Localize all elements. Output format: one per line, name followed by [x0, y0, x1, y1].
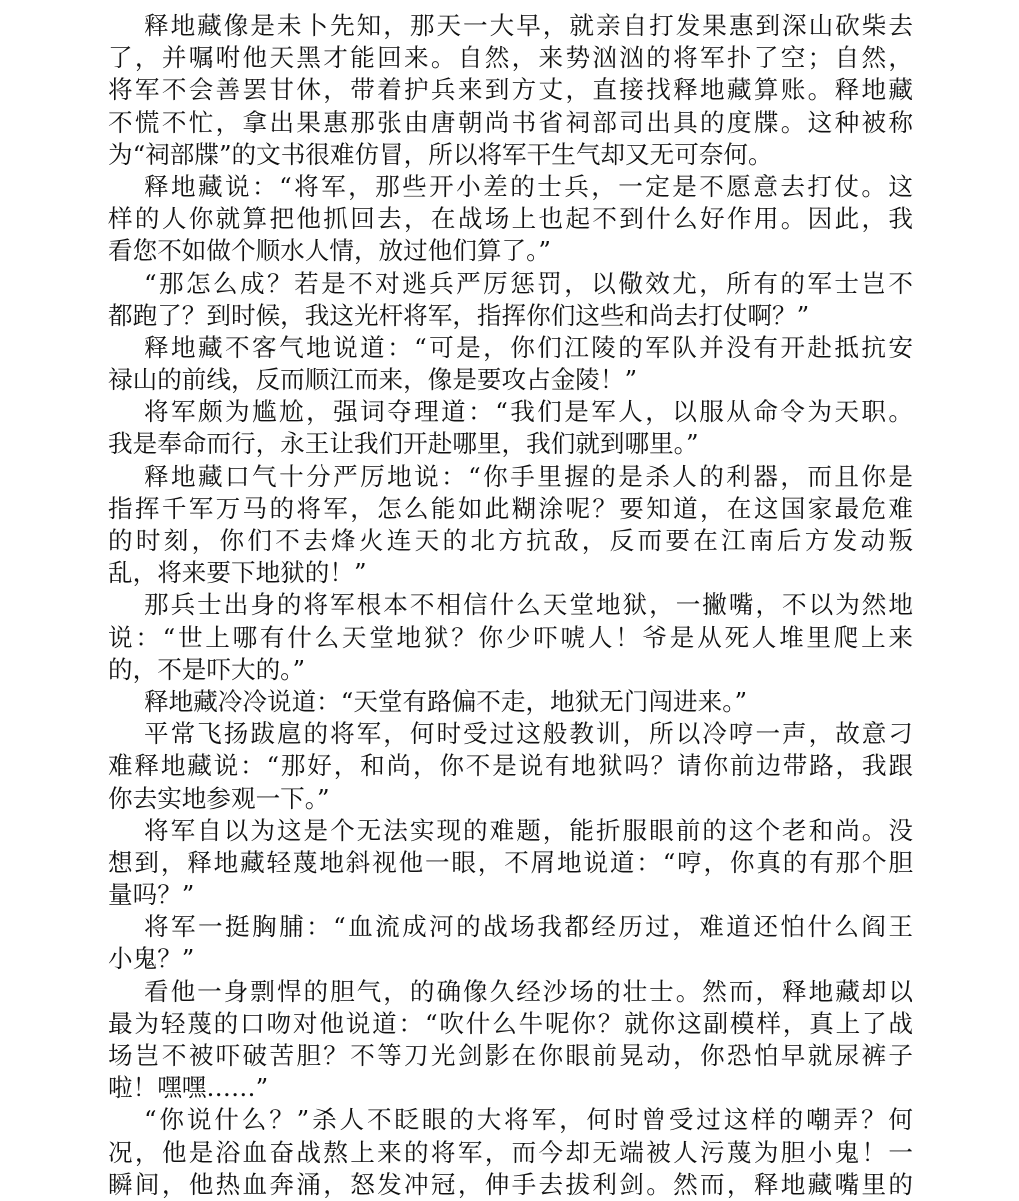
body-text	[108, 10, 913, 1201]
text-line: 为“祠部牒”的文书很难仿冒，所以将军干生气却又无可奈何。	[108, 139, 773, 169]
text-line: 场岂不被吓破苦胆？不等刀光剑影在你眼前晃动，你恐怕早就尿裤子	[108, 1041, 913, 1070]
text-line: 将军不会善罢甘休，带着护兵来到方丈，直接找释地藏算账。释地藏	[108, 75, 913, 105]
text-line: 瞬间，他热血奔涌，怒发冲冠，伸手去拔利剑。然而，释地藏嘴里的	[108, 1169, 913, 1199]
text-line: 的，不是吓大的。”	[108, 654, 306, 684]
text-line: 释地藏冷冷说道：“天堂有路偏不走，地狱无门闯进来。”	[144, 686, 748, 716]
text-line: 释地藏口气十分严厉地说：“你手里握的是杀人的利器，而且你是	[144, 461, 913, 491]
text-line: 平常飞扬跋扈的将军，何时受过这般教训，所以冷哼一声，故意刁	[144, 719, 913, 749]
text-line: 看您不如做个顺水人情，放过他们算了。”	[108, 236, 551, 266]
text-line: 难释地藏说：“那好，和尚，你不是说有地狱吗？请你前边带路，我跟	[108, 751, 913, 781]
text-line: 小鬼？”	[108, 944, 195, 974]
text-line: 样的人你就算把他抓回去，在战场上也起不到什么好作用。因此，我	[108, 204, 913, 234]
text-line: 乱，将来要下地狱的！”	[108, 558, 367, 588]
text-line: 说：“世上哪有什么天堂地狱？你少吓唬人！爷是从死人堆里爬上来	[108, 622, 913, 652]
text-line: 将军自以为这是个无法实现的难题，能折服眼前的这个老和尚。没	[144, 815, 913, 845]
text-line: 都跑了？到时候，我这光杆将军，指挥你们这些和尚去打仗啊？”	[108, 300, 810, 330]
text-line: 了，并嘱咐他天黑才能回来。自然，来势汹汹的将军扑了空；自然，	[108, 43, 913, 73]
text-line: 想到，释地藏轻蔑地斜视他一眼，不屑地说道：“哼，你真的有那个胆	[108, 847, 913, 877]
text-line: 量吗？”	[108, 880, 195, 910]
text-line: 将军一挺胸脯：“血流成河的战场我都经历过，难道还怕什么阎王	[144, 912, 913, 942]
text-line: 看他一身剽悍的胆气，的确像久经沙场的壮士。然而，释地藏却以	[144, 976, 913, 1006]
text-line: 将军颇为尴尬，强词夺理道：“我们是军人，以服从命令为天职。	[144, 397, 913, 427]
text-line: 释地藏不客气地说道：“可是，你们江陵的军队并没有开赴抵抗安	[144, 332, 913, 362]
text-line: 你去实地参观一下。”	[108, 783, 330, 813]
text-line: 释地藏说：“将军，那些开小差的士兵，一定是不愿意去打仗。这	[144, 171, 913, 201]
text-line: 啦！嘿嘿……”	[108, 1073, 269, 1103]
text-line: 我是奉命而行，永王让我们开赴哪里，我们就到哪里。”	[108, 429, 699, 459]
text-line: 指挥千军万马的将军，怎么能如此糊涂呢？要知道，在这国家最危难	[108, 493, 913, 523]
text-line: “那怎么成？若是不对逃兵严厉惩罚，以儆效尤，所有的军士岂不	[144, 268, 913, 298]
text-line: 那兵士出身的将军根本不相信什么天堂地狱，一撇嘴，不以为然地	[144, 590, 913, 620]
text-line: 况，他是浴血奋战熬上来的将军，而今却无端被人污蔑为胆小鬼！一	[108, 1137, 913, 1167]
text-line: 释地藏像是未卜先知，那天一大早，就亲自打发果惠到深山砍柴去	[144, 11, 913, 40]
text-line: 最为轻蔑的口吻对他说道：“吹什么牛呢你？就你这副模样，真上了战	[108, 1008, 913, 1038]
text-line: “你说什么？”杀人不眨眼的大将军，何时曾受过这样的嘲弄？何	[144, 1105, 913, 1135]
text-line: 不慌不忙，拿出果惠那张由唐朝尚书省祠部司出具的度牒。这种被称	[108, 107, 913, 137]
text-line: 的时刻，你们不去烽火连天的北方抗敌，反而要在江南后方发动叛	[108, 526, 913, 555]
text-line: 禄山的前线，反而顺江而来，像是要攻占金陵！”	[108, 365, 638, 395]
